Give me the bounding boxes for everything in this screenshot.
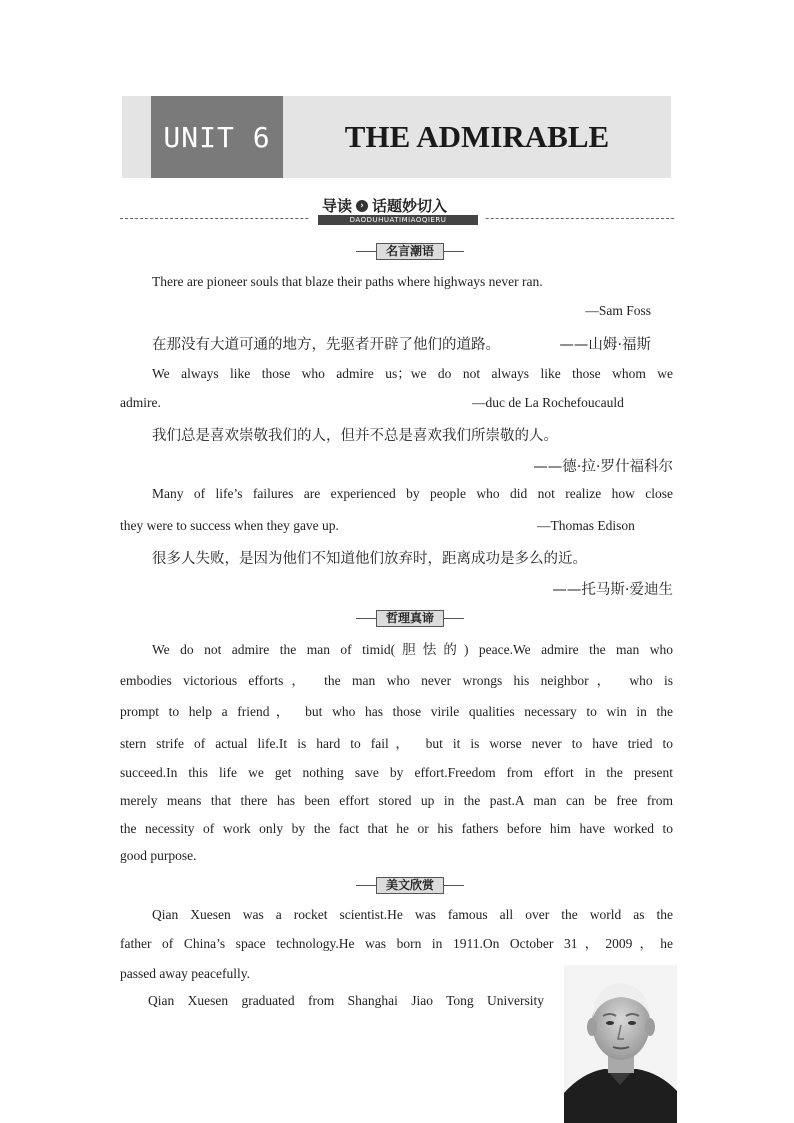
quotes-tag (356, 243, 464, 259)
quote3-zh-author: ——托马斯·爱迪生 (552, 582, 673, 598)
appreciation-line: passed away peacefully. (120, 966, 250, 981)
portrait-photo (564, 965, 677, 1123)
quote2-zh: 我们总是喜欢崇敬我们的人，但并不总是喜欢我们所崇敬的人。 (152, 428, 558, 444)
philosophy-line: succeed.In this life we get nothing save by effort.Freedom from effort in the present (120, 765, 673, 780)
appreciation-line: father of China’s space technology.He was born in 1911.On October 31，2009，he (120, 936, 673, 951)
section-pinyin: DAODUHUATIMIAOQIERU (318, 215, 478, 225)
quote1-author: —Sam Foss (585, 303, 651, 318)
quote1-en: There are pioneer souls that blaze their paths where highways never ran. (152, 274, 543, 289)
appreciation-tag (356, 877, 464, 893)
quote1-zh: 在那没有大道可通的地方，先驱者开辟了他们的道路。 (152, 337, 500, 353)
unit-title: THE ADMIRABLE (344, 119, 610, 154)
philosophy-line: stern strife of actual life.It is hard to fail， but it is worse never to have tried to (120, 736, 673, 751)
section-title-part1: 导读 (322, 197, 353, 215)
arrow-icon: › (356, 200, 368, 212)
appreciation-line: Qian Xuesen was a rocket scientist.He was famous all over the world as the (152, 907, 673, 922)
philosophy-line: embodies victorious efforts， the man who never wrongs his neighbor， who is (120, 673, 673, 688)
quote2-zh-author: ——德·拉·罗什福科尔 (533, 459, 673, 475)
philosophy-line: the necessity of work only by the fact that he or his fathers before him have worked to (120, 821, 673, 836)
philosophy-line: We do not admire the man of timid(胆怯的) peace.We admire the man who (152, 642, 673, 657)
philosophy-line: merely means that there has been effort stored up in the past.A man can be free from (120, 793, 673, 808)
portrait-image (564, 965, 677, 1123)
appreciation-line: Qian Xuesen graduated from Shanghai Jiao Tong University (148, 993, 544, 1008)
section-title-part2: 话题妙切入 (372, 197, 448, 215)
appreciation-label: 美文欣赏 (376, 877, 444, 894)
philosophy-label: 哲理真谛 (376, 610, 444, 627)
quote1-zh-author: ——山姆·福斯 (559, 337, 651, 353)
quote3-en-line2: they were to success when they gave up. (120, 518, 339, 533)
quote2-author: —duc de La Rochefoucauld (472, 395, 624, 410)
unit-label: UNIT 6 (151, 96, 283, 178)
quote3-author: —Thomas Edison (537, 518, 635, 533)
quote3-zh: 很多人失败，是因为他们不知道他们放弃时，距离成功是多么的近。 (152, 551, 587, 567)
quote2-en-line1: We always like those who admire us；we do not always like those whom we (152, 366, 673, 381)
quote2-en-line2: admire. (120, 395, 161, 410)
quotes-label: 名言潮语 (376, 243, 444, 260)
philosophy-line: good purpose. (120, 848, 197, 863)
section-title (322, 195, 447, 216)
philosophy-line: prompt to help a friend， but who has those virile qualities necessary to win in the (120, 704, 673, 719)
philosophy-tag (356, 610, 464, 626)
quote3-en-line1: Many of life’s failures are experienced by people who did not realize how close (152, 486, 673, 501)
